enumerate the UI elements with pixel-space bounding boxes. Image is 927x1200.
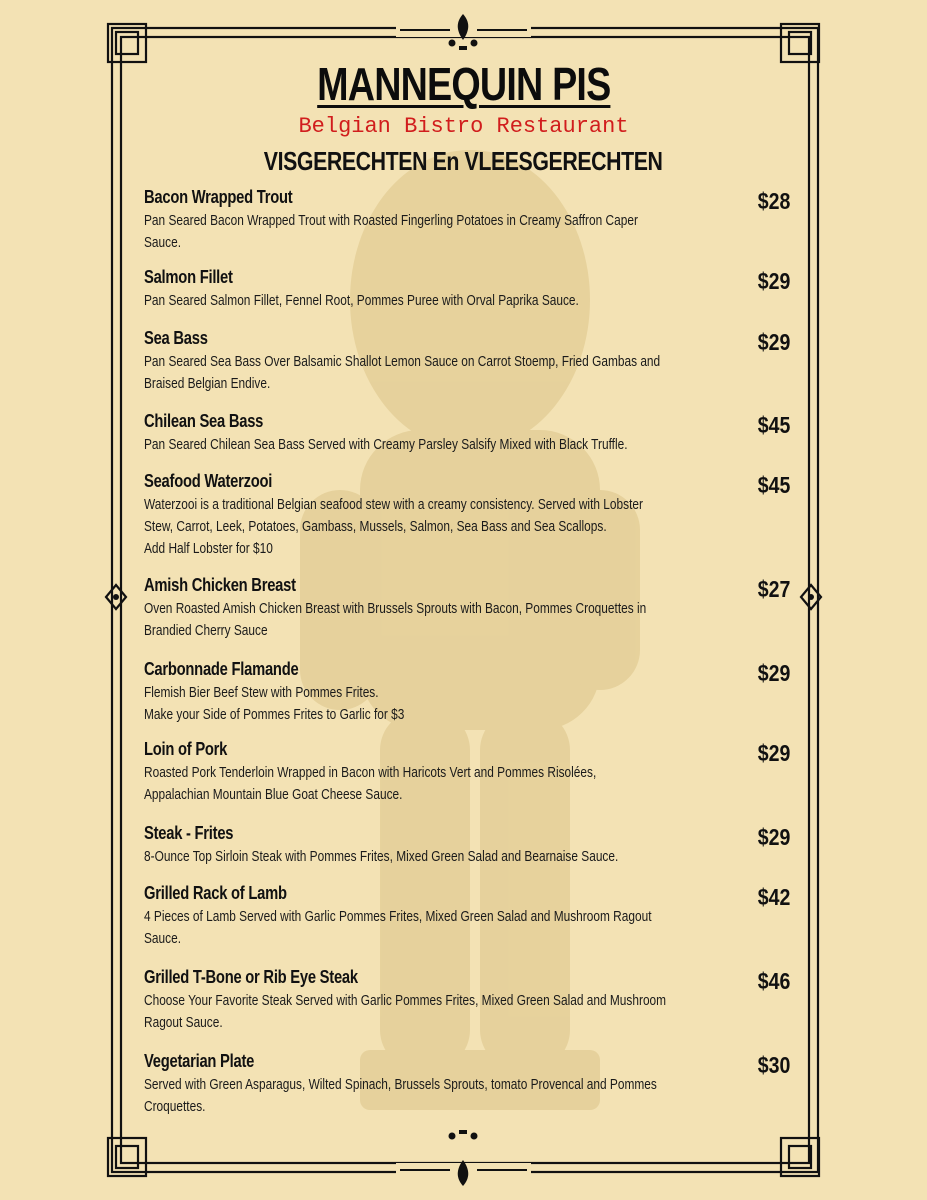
- description-line: Croquettes.: [144, 1099, 206, 1115]
- menu-item-name: Chilean Sea Bass: [144, 411, 264, 431]
- menu-item-name: Seafood Waterzooi: [144, 471, 273, 491]
- menu-item-description: [144, 682, 734, 726]
- restaurant-name: MANNEQUIN PIS: [316, 58, 611, 110]
- description-line: Flemish Bier Beef Stew with Pommes Frites.: [144, 685, 379, 701]
- menu-item-price: $29: [757, 740, 790, 766]
- menu-item-description: [144, 762, 734, 806]
- description-line: Make your Side of Pommes Frites to Garlic for $3: [144, 707, 405, 723]
- description-line: Ragout Sauce.: [144, 1015, 223, 1031]
- menu-item-description: [144, 990, 734, 1034]
- menu-item: [144, 574, 804, 642]
- menu-item: [144, 966, 804, 1034]
- description-line: Add Half Lobster for $10: [144, 541, 273, 557]
- description-line: Brandied Cherry Sauce: [144, 623, 268, 639]
- menu-item-description: [144, 906, 734, 950]
- menu-item: [144, 1050, 804, 1118]
- description-line: Pan Seared Bacon Wrapped Trout with Roasted Fingerling Potatoes in Creamy Saffron Caper: [144, 213, 638, 229]
- description-line: Served with Green Asparagus, Wilted Spinach, Brussels Sprouts, tomato Provencal and Pommes: [144, 1077, 657, 1093]
- menu-item-name: Salmon Fillet: [144, 267, 233, 287]
- restaurant-subtitle: Belgian Bistro Restaurant: [298, 114, 629, 139]
- description-line: Appalachian Mountain Blue Goat Cheese Sauce.: [144, 787, 403, 803]
- description-line: Choose Your Favorite Steak Served with Garlic Pommes Frites, Mixed Green Salad and Mushroom: [144, 993, 667, 1009]
- menu-item-description: [144, 210, 734, 254]
- description-line: 4 Pieces of Lamb Served with Garlic Pommes Frites, Mixed Green Salad and Mushroom Ragout: [144, 909, 652, 925]
- description-line: Roasted Pork Tenderloin Wrapped in Bacon with Haricots Vert and Pommes Risolées,: [144, 765, 597, 781]
- menu-item-name: Amish Chicken Breast: [144, 575, 296, 595]
- description-line: Braised Belgian Endive.: [144, 376, 271, 392]
- menu-item-price: $28: [757, 188, 790, 214]
- menu-item-name: Bacon Wrapped Trout: [144, 187, 293, 207]
- menu-item-price: $45: [757, 412, 790, 438]
- menu-item-description: [144, 1074, 734, 1118]
- menu-item-name: Vegetarian Plate: [144, 1051, 255, 1071]
- description-line: Pan Seared Chilean Sea Bass Served with Creamy Parsley Salsify Mixed with Black Truffle.: [144, 437, 628, 453]
- description-line: 8-Ounce Top Sirloin Steak with Pommes Frites, Mixed Green Salad and Bearnaise Sauce.: [144, 849, 619, 865]
- menu-item-price: $46: [757, 968, 790, 994]
- menu-item: [144, 327, 804, 395]
- menu-item-name: Grilled T-Bone or Rib Eye Steak: [144, 967, 358, 987]
- menu-item: [144, 658, 804, 726]
- menu-header: [0, 58, 927, 176]
- menu-item-description: [144, 494, 734, 560]
- description-line: Sauce.: [144, 235, 182, 251]
- menu-item-name: Sea Bass: [144, 328, 208, 348]
- menu-item: [144, 410, 804, 456]
- menu-item-price: $29: [757, 268, 790, 294]
- menu-item-price: $42: [757, 884, 790, 910]
- menu-item-description: [144, 846, 734, 868]
- menu-item-price: $30: [757, 1052, 790, 1078]
- description-line: Pan Seared Salmon Fillet, Fennel Root, Pommes Puree with Orval Paprika Sauce.: [144, 293, 579, 309]
- menu-item: [144, 882, 804, 950]
- menu-item: [144, 738, 804, 806]
- menu-item-name: Grilled Rack of Lamb: [144, 883, 287, 903]
- menu-item-name: Loin of Pork: [144, 739, 228, 759]
- description-line: Stew, Carrot, Leek, Potatoes, Gambass, Mussels, Salmon, Sea Bass and Sea Scallops.: [144, 519, 607, 535]
- menu-item-price: $29: [757, 329, 790, 355]
- menu-item-price: $29: [757, 824, 790, 850]
- menu-item-description: [144, 598, 734, 642]
- menu-item-name: Carbonnade Flamande: [144, 659, 299, 679]
- menu-item-price: $45: [757, 472, 790, 498]
- section-title: VISGERECHTEN En VLEESGERECHTEN: [264, 146, 663, 176]
- menu-item-price: $27: [757, 576, 790, 602]
- menu-item-description: [144, 351, 734, 395]
- menu-item: [144, 266, 804, 312]
- menu-item-description: [144, 290, 734, 312]
- description-line: Waterzooi is a traditional Belgian seafood stew with a creamy consistency. Served with Lobster: [144, 497, 643, 513]
- description-line: Oven Roasted Amish Chicken Breast with Brussels Sprouts with Bacon, Pommes Croquettes in: [144, 601, 647, 617]
- menu-item: [144, 470, 804, 560]
- menu-item: [144, 822, 804, 868]
- description-line: Pan Seared Sea Bass Over Balsamic Shallot Lemon Sauce on Carrot Stoemp, Fried Gambas and: [144, 354, 661, 370]
- menu-item: [144, 186, 804, 254]
- menu-item-price: $29: [757, 660, 790, 686]
- menu-item-description: [144, 434, 734, 456]
- menu-item-name: Steak - Frites: [144, 823, 234, 843]
- description-line: Sauce.: [144, 931, 182, 947]
